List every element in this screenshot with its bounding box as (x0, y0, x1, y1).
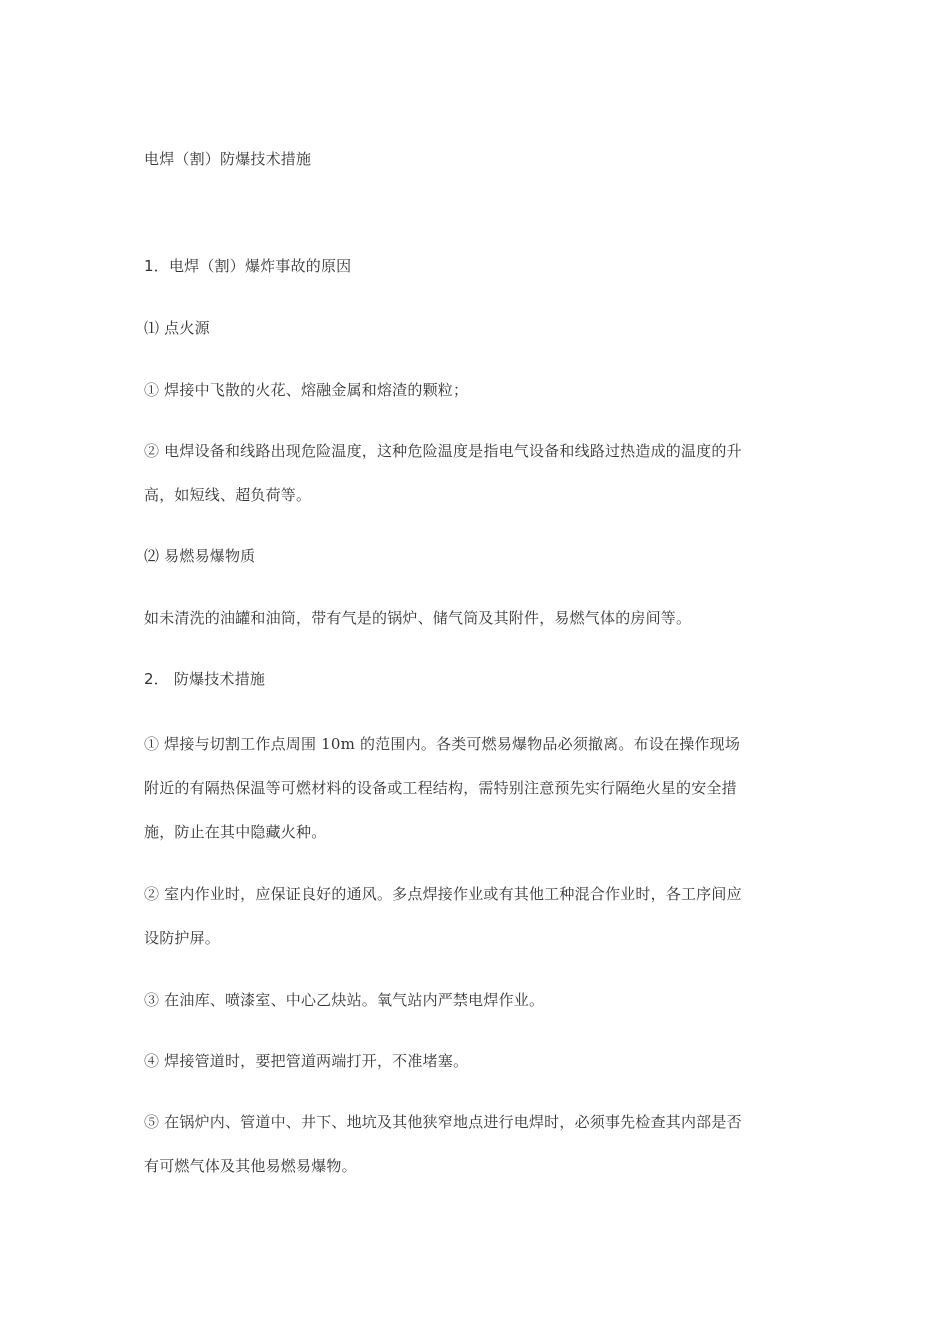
paragraph-line: ② 电焊设备和线路出现危险温度，这种危险温度是指电气设备和线路过热造成的温度的升 (144, 442, 742, 460)
section-heading-2: 2． 防爆技术措施 (144, 670, 266, 688)
paragraph-line: 附近的有隔热保温等可燃材料的设备或工程结构，需特别注意预先实行隔绝火星的安全措 (144, 779, 737, 797)
paragraph-line: ④ 焊接管道时，要把管道两端打开，不准堵塞。 (144, 1052, 469, 1070)
paragraph-line: ① 焊接中飞散的火花、熔融金属和熔渣的颗粒； (144, 381, 469, 399)
paragraph-line: ③ 在油库、喷漆室、中心乙炔站。氧气站内严禁电焊作业。 (144, 991, 545, 1009)
paragraph-line: 施，防止在其中隐藏火种。 (144, 823, 327, 841)
section-heading-1: 1．电焊（割）爆炸事故的原因 (144, 257, 352, 275)
paragraph-line: 有可燃气体及其他易燃易爆物。 (144, 1157, 357, 1175)
document-title: 电焊（割）防爆技术措施 (144, 150, 312, 168)
paragraph-line: ⑤ 在锅炉内、管道中、井下、地坑及其他狭窄地点进行电焊时，必须事先检查其内部是否 (144, 1113, 742, 1131)
subheading-ignition-source: ⑴ 点火源 (144, 319, 210, 337)
paragraph-line: ① 焊接与切割工作点周围 10m 的范围内。各类可燃易爆物品必须撤离。布设在操作现场 (144, 735, 741, 753)
subheading-flammable-materials: ⑵ 易燃易爆物质 (144, 547, 256, 565)
paragraph-line: 如未清洗的油罐和油筒，带有气是的锅炉、储气筒及其附件，易燃气体的房间等。 (144, 609, 692, 627)
paragraph-line: 高，如短线、超负荷等。 (144, 486, 312, 504)
paragraph-line: ② 室内作业时，应保证良好的通风。多点焊接作业或有其他工种混合作业时，各工序间应 (144, 885, 742, 903)
paragraph-line: 设防护屏。 (144, 929, 221, 947)
